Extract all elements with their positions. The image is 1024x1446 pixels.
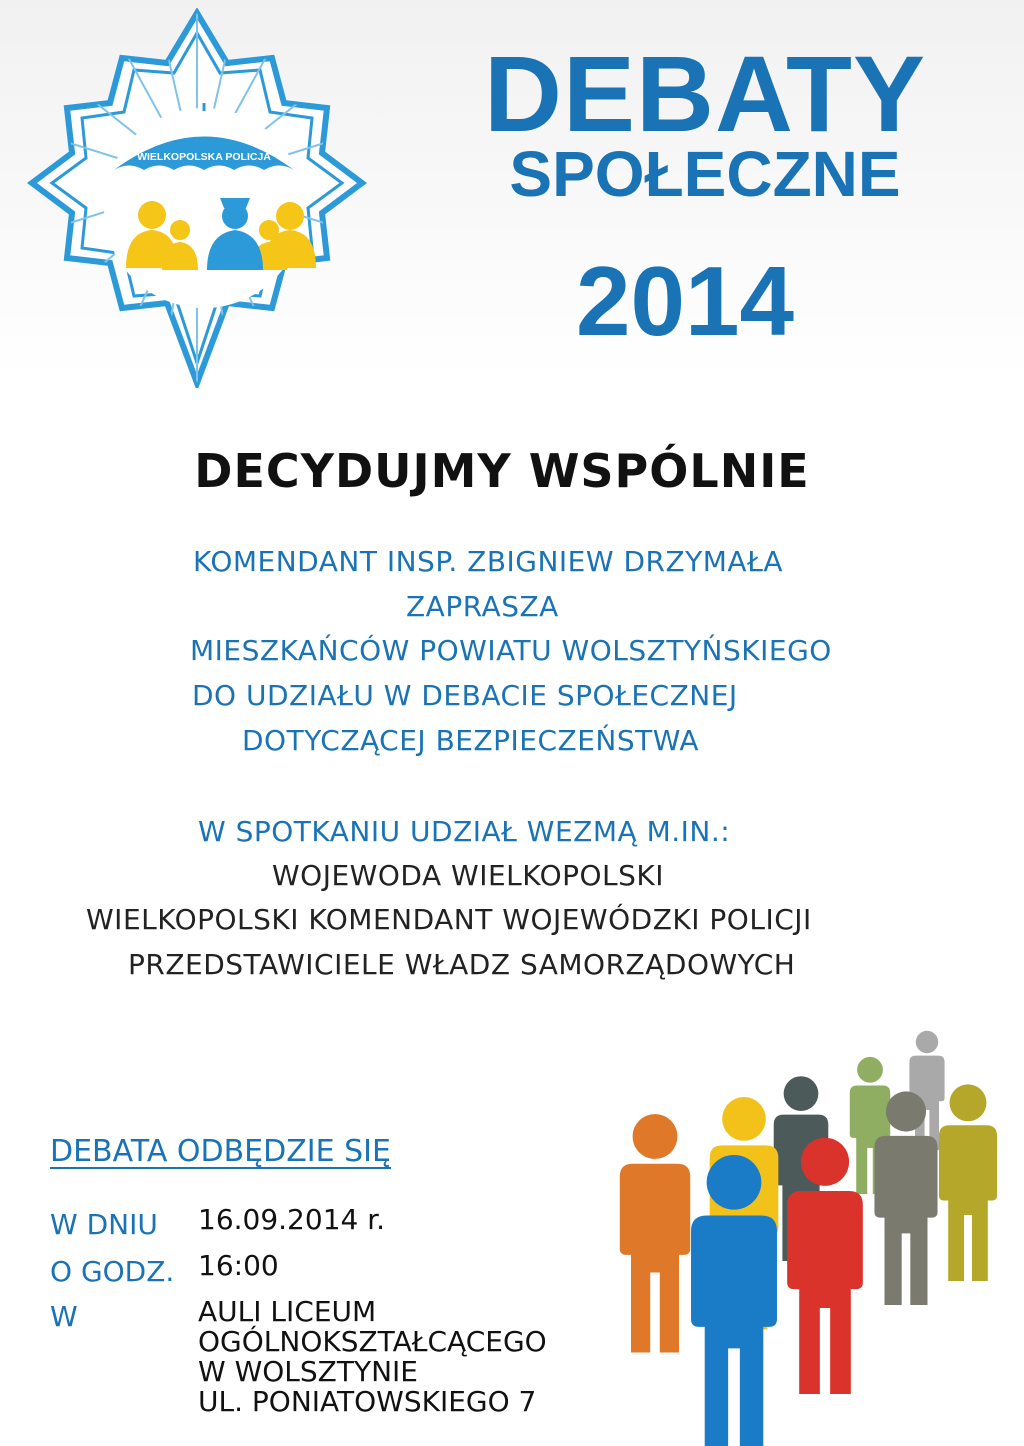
title-sub: SPOŁECZNE xyxy=(509,138,901,210)
title-main: DEBATY xyxy=(483,33,926,154)
place-line: UL. PONIATOWSKIEGO 7 xyxy=(198,1385,537,1418)
headline: DECYDUJMY WSPÓLNIE xyxy=(194,444,810,498)
participant-item: WIELKOPOLSKI KOMENDANT WOJEWÓDZKI POLICJI xyxy=(86,903,812,936)
person-figure xyxy=(620,1114,690,1352)
place-line: AULI LICEUM xyxy=(198,1295,377,1328)
details-title: DEBATA ODBĘDZIE SIĘ xyxy=(50,1134,391,1169)
place-label: W xyxy=(50,1300,78,1333)
title-year: 2014 xyxy=(575,246,794,356)
participant-item: PRZEDSTAWICIELE WŁADZ SAMORZĄDOWYCH xyxy=(128,948,796,981)
invitation-line: DOTYCZĄCEJ BEZPIECZEŃSTWA xyxy=(242,724,700,757)
people-illustration xyxy=(610,1025,1020,1446)
invitation-line: DO UDZIAŁU W DEBACIE SPOŁECZNEJ xyxy=(192,679,738,712)
participant-item: WOJEWODA WIELKOPOLSKI xyxy=(272,859,665,892)
date-label: W DNIU xyxy=(50,1208,158,1241)
date-value: 16.09.2014 r. xyxy=(198,1203,386,1236)
person-figure xyxy=(939,1084,997,1281)
time-value: 16:00 xyxy=(198,1249,279,1282)
place-line: W WOLSZTYNIE xyxy=(198,1355,418,1388)
place-line: OGÓLNOKSZTAŁCĄCEGO xyxy=(198,1325,547,1358)
invitation-line: KOMENDANT INSP. ZBIGNIEW DRZYMAŁA xyxy=(193,545,783,578)
police-logo xyxy=(22,8,372,388)
place-address xyxy=(198,1297,547,1417)
participants-intro: W SPOTKANIU UDZIAŁ WEZMĄ M.IN.: xyxy=(198,815,731,848)
time-label: O GODZ. xyxy=(50,1255,175,1288)
invitation-line: ZAPRASZA xyxy=(406,590,559,623)
invitation-line: MIESZKAŃCÓW POWIATU WOLSZTYŃSKIEGO xyxy=(190,634,832,667)
umbrella-label: WIELKOPOLSKA POLICJA xyxy=(137,151,271,163)
person-figure xyxy=(909,1031,944,1150)
